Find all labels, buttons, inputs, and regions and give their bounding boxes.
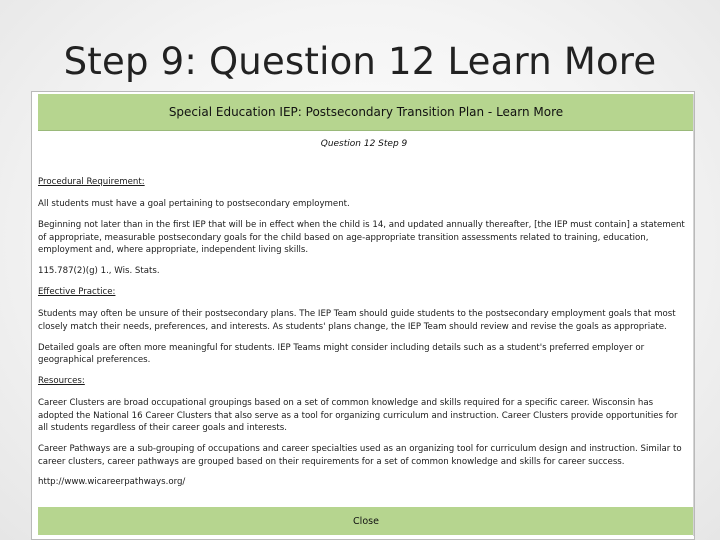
close-button-label: Close	[353, 515, 379, 527]
statute-citation: 115.787(2)(g) 1., Wis. Stats.	[38, 266, 160, 277]
resources-paragraph-1: Career Clusters are broad occupational groupings based on a set of common knowledge and skills required for a specific career. Wisconsin has adopted the National 16 Career Clusters that also serve as a tool for organizing curriculum and instruction. Career Clusters provide opportunities for all students regardless of their career goals and interests.	[38, 398, 678, 434]
learn-more-popup	[31, 91, 695, 540]
career-pathways-link[interactable]: http://www.wicareerpathways.org/	[38, 477, 186, 488]
resources-paragraph-2: Career Pathways are a sub-grouping of occupations and career specialties used as an organizing tool for curriculum design and instruction. Similar to career clusters, career pathways are grouped based on their requirements for a set of common knowledge and skills for career success.	[38, 444, 682, 467]
popup-header-label: Special Education IEP: Postsecondary Transition Plan - Learn More	[168, 105, 564, 119]
popup-scrollbar[interactable]	[693, 94, 694, 536]
effective-practice-heading: Effective Practice:	[38, 286, 116, 297]
popup-content	[38, 176, 690, 497]
effective-paragraph-2: Detailed goals are often more meaningful for students. IEP Teams might consider including details such as a student's preferred employer or geographical preferences.	[38, 342, 645, 366]
procedural-heading: Procedural Requirement:	[38, 177, 145, 187]
procedural-paragraph-1: All students must have a goal pertaining to postsecondary employment.	[38, 199, 350, 210]
effective-paragraph-1: Students may often be unsure of their postsecondary plans. The IEP Team should guide students to the postsecondary employment goals that most closely match their needs, preferences, and interests. As students' plans change, the IEP Team should review and revise the goals as appropriate.	[38, 309, 676, 332]
close-button[interactable]	[38, 507, 694, 535]
resources-heading: Resources:	[38, 375, 85, 386]
procedural-paragraph-2: Beginning not later than in the first IEP that will be in effect when the child is 14, and updated annually thereafter, [the IEP must contain] a statement of appropriate, measurable postsecondary goals for the child based on age-appropriate transition assessments related to training, education, employment and, where appropriate, independent living skills.	[38, 220, 685, 256]
popup-header	[38, 94, 694, 131]
popup-subtitle: Question 12 Step 9	[320, 139, 408, 149]
slide-title: Step 9: Question 12 Learn More	[63, 40, 657, 83]
